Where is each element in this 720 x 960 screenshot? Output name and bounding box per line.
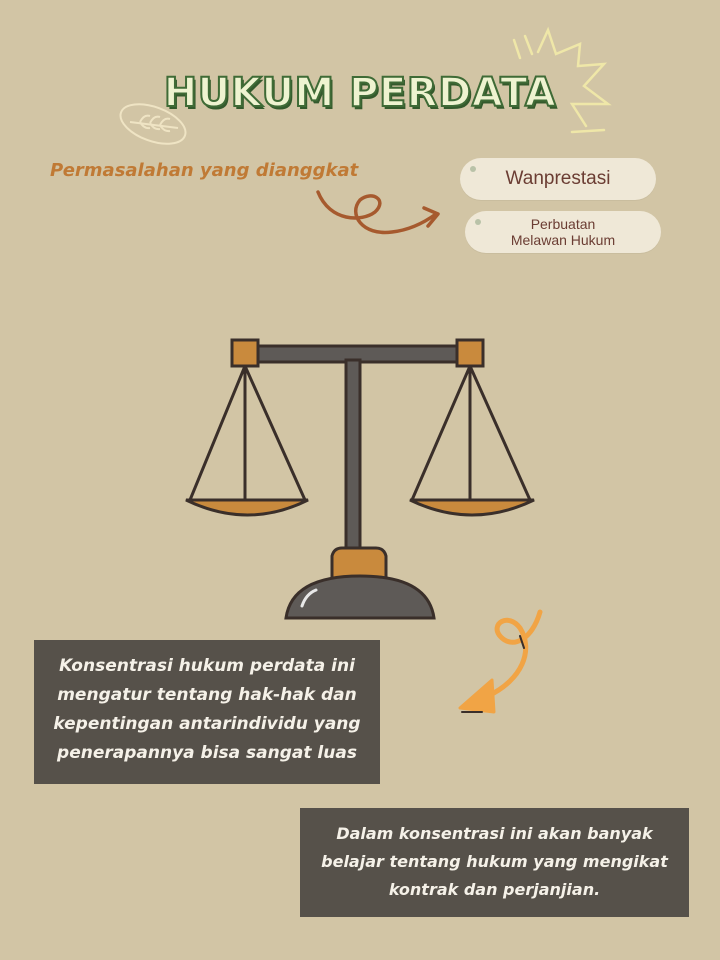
issue-label-line: Melawan Hukum (510, 232, 616, 248)
description-line: kepentingan antarindividu yang (53, 714, 361, 734)
description-line: kontrak dan perjanjian. (388, 880, 601, 899)
page-title: HUKUM PERDATA (163, 70, 557, 116)
description-box-2 (300, 808, 689, 917)
description-line: belajar tentang hukum yang mengikat (321, 852, 668, 871)
description-line: Dalam konsentrasi ini akan banyak (336, 824, 653, 843)
issue-label-line: Perbuatan (530, 216, 596, 232)
bullet-dot-icon (470, 166, 476, 172)
balance-scale-icon (186, 340, 534, 618)
curly-arrow-icon (318, 192, 438, 232)
description-line: Konsentrasi hukum perdata ini (59, 656, 355, 676)
issues-subtitle: Permasalahan yang dianggkat (50, 160, 359, 181)
issue-pill-wanprestasi (460, 158, 656, 200)
issue-pill-perbuatan-melawan-hukum (465, 211, 661, 253)
description-line: mengatur tentang hak-hak dan (57, 685, 357, 705)
issue-label: Wanprestasi (505, 168, 611, 189)
bullet-dot-icon (475, 219, 481, 225)
loop-arrow-icon (460, 612, 540, 712)
description-box-1 (34, 640, 380, 784)
description-line: penerapannya bisa sangat luas (57, 743, 357, 763)
